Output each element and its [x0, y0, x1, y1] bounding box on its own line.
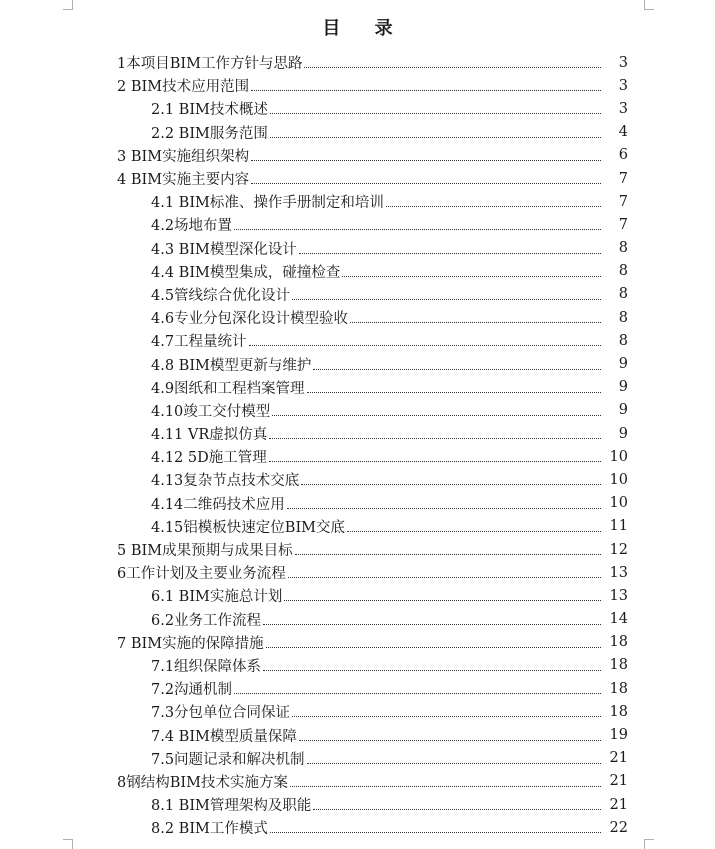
toc-page-number: 18 [609, 703, 628, 720]
toc-page-number: 9 [618, 402, 628, 419]
dot-leader [234, 228, 601, 230]
dot-leader [263, 669, 601, 671]
toc-page-number: 11 [609, 518, 628, 535]
toc-entry[interactable] [0, 561, 715, 584]
toc-page-number: 10 [609, 471, 628, 488]
dot-leader [249, 344, 601, 346]
toc-entry[interactable] [0, 213, 715, 236]
dot-leader [269, 460, 601, 462]
toc-entry-text: 8.1 BIM管理架构及职能 [151, 798, 312, 815]
dot-leader [263, 623, 601, 625]
toc-entry-text: 7.3分包单位合同保证 [151, 705, 291, 722]
table-of-contents [0, 51, 715, 839]
toc-entry-text: 4.15铝模板快速定位BIM交底 [151, 519, 346, 536]
toc-entry-text: 6.2业务工作流程 [151, 612, 262, 629]
toc-page-number: 18 [609, 680, 628, 697]
toc-entry[interactable] [0, 190, 715, 213]
toc-entry[interactable] [0, 144, 715, 167]
toc-page-number: 13 [609, 587, 628, 604]
toc-page-number: 8 [618, 332, 628, 349]
dot-leader [304, 66, 601, 68]
toc-entry-text: 7.4 BIM模型质量保障 [151, 728, 297, 745]
toc-page-number: 3 [618, 54, 628, 71]
toc-entry-text: 4.6专业分包深化设计模型验收 [151, 311, 349, 328]
toc-entry[interactable] [0, 167, 715, 190]
toc-entry[interactable] [0, 631, 715, 654]
toc-entry[interactable] [0, 97, 715, 120]
toc-entry[interactable] [0, 793, 715, 816]
dot-leader [301, 483, 601, 485]
toc-entry[interactable] [0, 747, 715, 770]
toc-entry-text: 4.14二维码技术应用 [151, 496, 285, 513]
toc-entry[interactable] [0, 677, 715, 700]
toc-entry[interactable] [0, 237, 715, 260]
dot-leader [350, 321, 601, 323]
toc-entry-text: 4.7工程量统计 [151, 334, 247, 351]
toc-entry-text: 8钢结构BIM技术实施方案 [117, 774, 288, 791]
toc-page-number: 18 [609, 634, 628, 651]
dot-leader [266, 646, 601, 648]
dot-leader [270, 112, 601, 114]
toc-title: 目 录 [322, 18, 407, 39]
toc-page-number: 7 [618, 170, 628, 187]
toc-entry[interactable] [0, 723, 715, 746]
toc-page-number: 4 [618, 124, 628, 141]
toc-entry-text: 3 BIM实施组织架构 [117, 148, 250, 165]
toc-entry-text: 4.3 BIM模型深化设计 [151, 241, 297, 258]
toc-entry[interactable] [0, 492, 715, 515]
crop-mark-top-left [63, 0, 73, 10]
toc-entry-text: 8.2 BIM工作模式 [151, 821, 268, 838]
toc-entry[interactable] [0, 816, 715, 839]
toc-entry[interactable] [0, 770, 715, 793]
toc-entry[interactable] [0, 515, 715, 538]
dot-leader [313, 808, 601, 810]
toc-entry-text: 2.1 BIM技术概述 [151, 102, 268, 119]
toc-page-number: 3 [618, 100, 628, 117]
toc-entry[interactable] [0, 584, 715, 607]
toc-entry-text: 4.9图纸和工程档案管理 [151, 380, 305, 397]
toc-page-number: 10 [609, 495, 628, 512]
toc-entry-text: 4.1 BIM标准、操作手册制定和培训 [151, 195, 384, 212]
toc-entry-text: 2.2 BIM服务范围 [151, 125, 268, 142]
dot-leader [251, 159, 601, 161]
dot-leader [299, 739, 601, 741]
dot-leader [292, 715, 601, 717]
dot-leader [307, 762, 601, 764]
toc-entry[interactable] [0, 352, 715, 375]
toc-page-number: 9 [618, 356, 628, 373]
toc-entry-text: 2 BIM技术应用范围 [117, 79, 250, 96]
toc-entry[interactable] [0, 468, 715, 491]
toc-page-number: 8 [618, 309, 628, 326]
dot-leader [234, 692, 601, 694]
dot-leader [299, 252, 601, 254]
toc-entry-text: 4 BIM实施主要内容 [117, 172, 250, 189]
toc-page-number: 8 [618, 263, 628, 280]
crop-mark-top-right [644, 0, 654, 10]
toc-entry[interactable] [0, 538, 715, 561]
toc-entry[interactable] [0, 260, 715, 283]
toc-entry-text: 7.1组织保障体系 [151, 658, 262, 675]
toc-entry[interactable] [0, 51, 715, 74]
dot-leader [295, 553, 601, 555]
toc-entry[interactable] [0, 74, 715, 97]
dot-leader [272, 414, 601, 416]
toc-entry[interactable] [0, 329, 715, 352]
toc-page-number: 22 [609, 819, 628, 836]
toc-entry-text: 4.8 BIM模型更新与维护 [151, 357, 312, 374]
toc-page-number: 10 [609, 448, 628, 465]
toc-page-number: 7 [618, 193, 628, 210]
dot-leader [347, 530, 601, 532]
toc-page-number: 21 [609, 773, 628, 790]
dot-leader [288, 576, 601, 578]
dot-leader [284, 599, 601, 601]
toc-page-number: 14 [609, 611, 628, 628]
toc-entry-text: 7.5问题记录和解决机制 [151, 751, 305, 768]
toc-page-number: 6 [618, 147, 628, 164]
dot-leader [287, 507, 601, 509]
toc-entry[interactable] [0, 121, 715, 144]
toc-entry[interactable] [0, 306, 715, 329]
dot-leader [342, 275, 601, 277]
toc-page-number: 3 [618, 77, 628, 94]
dot-leader [313, 368, 601, 370]
toc-entry-text: 4.4 BIM模型集成，碰撞检查 [151, 264, 341, 281]
toc-page-number: 8 [618, 286, 628, 303]
dot-leader [386, 205, 601, 207]
toc-entry[interactable] [0, 700, 715, 723]
toc-entry-text: 4.5管线综合优化设计 [151, 287, 291, 304]
toc-entry[interactable] [0, 399, 715, 422]
dot-leader [269, 437, 601, 439]
toc-entry-text: 7 BIM实施的保障措施 [117, 635, 264, 652]
toc-entry[interactable] [0, 654, 715, 677]
toc-entry-text: 1本项目BIM工作方针与思路 [117, 56, 303, 73]
toc-page-number: 9 [618, 379, 628, 396]
toc-page-number: 19 [609, 727, 628, 744]
dot-leader [270, 136, 601, 138]
dot-leader [251, 182, 601, 184]
toc-entry[interactable] [0, 422, 715, 445]
toc-entry[interactable] [0, 283, 715, 306]
toc-page-number: 8 [618, 240, 628, 257]
toc-entry-text: 7.2沟通机制 [151, 682, 233, 699]
toc-entry-text: 5 BIM成果预期与成果目标 [117, 543, 293, 560]
toc-page-number: 12 [609, 541, 628, 558]
toc-entry[interactable] [0, 608, 715, 631]
toc-page-number: 21 [609, 796, 628, 813]
dot-leader [290, 785, 601, 787]
toc-entry-text: 4.2场地布置 [151, 218, 233, 235]
toc-entry-text: 4.13复杂节点技术交底 [151, 473, 300, 490]
dot-leader [307, 391, 601, 393]
dot-leader [292, 298, 601, 300]
dot-leader [270, 831, 601, 833]
dot-leader [251, 89, 601, 91]
toc-entry-text: 4.10竣工交付模型 [151, 403, 271, 420]
toc-page-number: 18 [609, 657, 628, 674]
toc-page-number: 21 [609, 750, 628, 767]
toc-entry-text: 6.1 BIM实施总计划 [151, 589, 283, 606]
toc-page-number: 13 [609, 564, 628, 581]
toc-entry-text: 4.12 5D施工管理 [151, 450, 267, 467]
toc-page-number: 7 [618, 216, 628, 233]
toc-entry-text: 6工作计划及主要业务流程 [117, 566, 286, 583]
toc-entry[interactable] [0, 376, 715, 399]
toc-entry-text: 4.11 VR虚拟仿真 [151, 427, 268, 444]
toc-entry[interactable] [0, 445, 715, 468]
toc-page-number: 9 [618, 425, 628, 442]
